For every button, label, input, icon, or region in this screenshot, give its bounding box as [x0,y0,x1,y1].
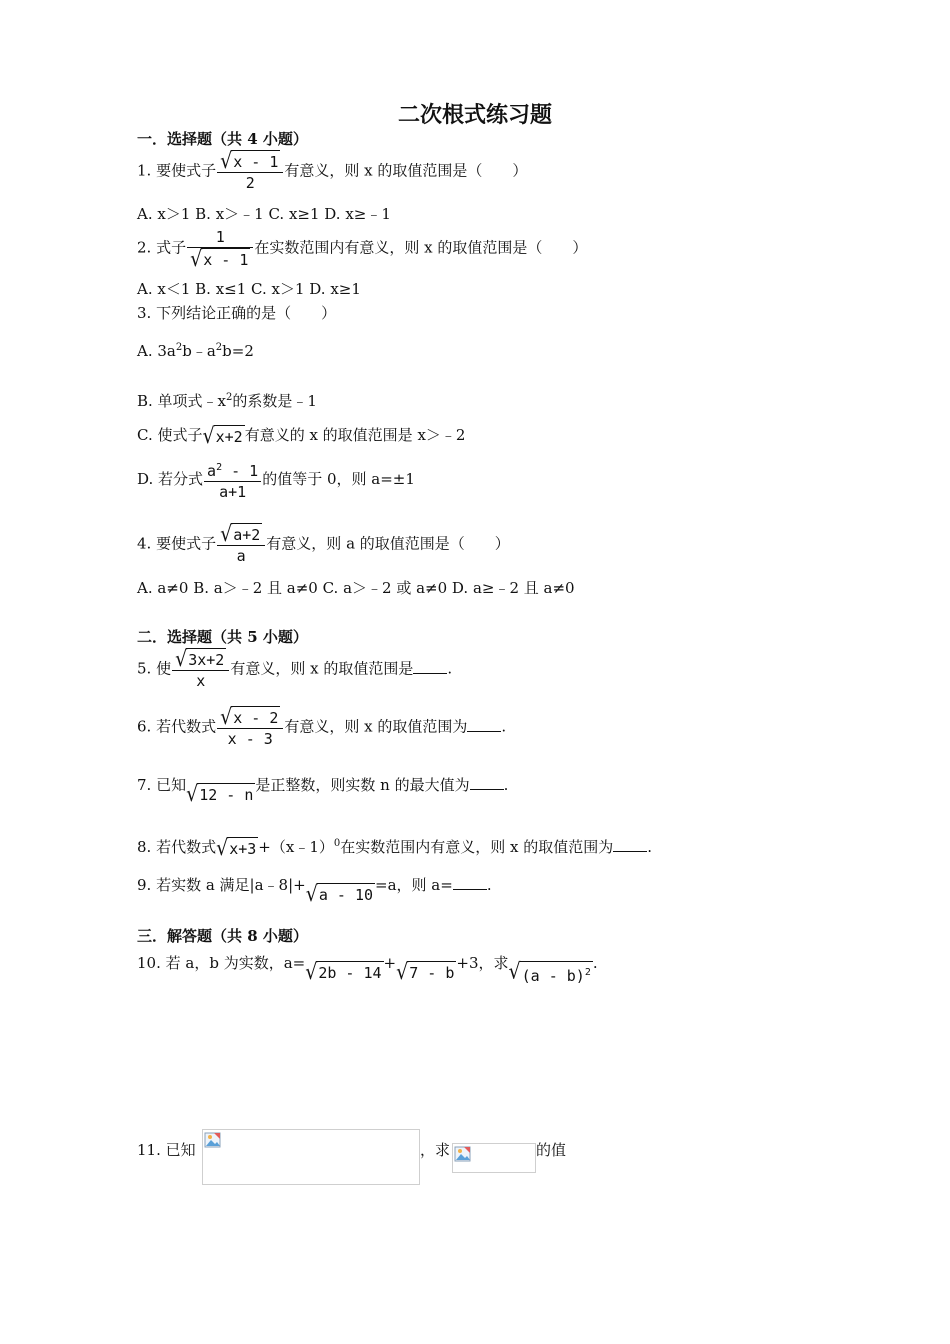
sqrt-icon: √ [190,246,203,272]
question-5: 5. 使 √ 3x+2 x 有意义，则 x 的取值范围是 . [137,646,453,690]
question-11-middle: ，求 [420,1141,451,1159]
question-4: 4. 要使式子 √ a+2 a 有意义，则 a 的取值范围是（ ） [137,521,510,565]
sqrt-icon: √ [396,959,409,985]
answer-blank[interactable] [613,837,647,852]
answer-blank[interactable] [413,659,447,674]
q3-option-a: A. $3a^2b﹣a^2b=2$ [137,342,254,360]
q3-option-d: D. 若分式 $\frac{a^2 - 1}{a+1}$ 的值等于 0，则 a=±1 [137,458,415,502]
section-heading-3: 三．解答题（共 8 小题） [137,927,308,945]
question-6: 6. 若代数式 √ x - 2 x - 3 有意义，则 x 的取值范围为 . [137,704,507,748]
q2-options: A. x＜1 B. x≤1 C. x＞1 D. x≥1 [137,280,361,298]
q3-option-b: B. 单项式$﹣x^2$的系数是﹣1 [137,392,317,410]
sqrt-icon: √ [216,835,229,861]
question-2 [137,227,587,270]
q6-fraction: √ x - 2 x - 3 [217,706,283,749]
question-3: 3. 下列结论正确的是（ ） [137,304,337,322]
q3d-fraction: $\frac{a^2 - 1}{a+1}$ [204,458,261,502]
sqrt-icon: √ [305,959,318,985]
q10-radical-3: √ (a - b)$^2$ [509,961,593,986]
q5-fraction: √ 3x+2 x [172,648,229,691]
missing-formula-image-2 [452,1143,536,1173]
section-heading-1: 一．选择题（共 4 小题） [137,130,308,148]
sqrt-icon: √ [202,423,215,449]
question-9: 9. 若实数 a 满足|a﹣8|+ √ a - 10 =a，则 a= . [137,876,492,907]
q3-option-c: C. 使式子 √ x+2 有意义的 x 的取值范围是 x＞﹣2 [137,423,466,449]
q1-options: A. x＞1 B. x＞﹣1 C. x≥1 D. x≥﹣1 [137,205,391,223]
q1-prefix: 1. 要使式子 [137,161,217,180]
q4-options: A. a≠0 B. a＞﹣2 且 a≠0 C. a＞﹣2 或 a≠0 D. a≥﹣2 且 a≠0 [137,579,575,597]
q7-radical: √ 12 - n [186,781,254,807]
q2-suffix: 在实数范围内有意义，则 x 的取值范围是（ ） [254,238,588,257]
sqrt-icon: √ [220,704,233,730]
missing-formula-image-1 [202,1129,420,1185]
question-1 [137,150,527,193]
q10-radical-2: √ 7 - b [396,959,455,985]
sqrt-icon: √ [220,521,233,547]
question-8: 8. 若代数式 √ x+3 +（x﹣1）$^0$在实数范围内有意义，则 x 的取值范围为 . [137,835,653,861]
q2-radical: √ x - 1 [190,246,249,272]
answer-blank[interactable] [467,717,501,732]
q4-fraction: √ a+2 a [217,523,265,566]
sqrt-icon: √ [220,148,233,174]
question-7: 7. 已知 √ 12 - n 是正整数，则实数 n 的最大值为 . [137,776,509,807]
question-10: 10. 若 a，b 为实数，a= √ 2b - 14 + √ 7 - b +3，求 √ (a - b)$^2$ . [137,952,598,986]
page-title: 二次根式练习题 [397,102,552,128]
broken-image-icon [204,1131,222,1149]
q1-fraction: √ x - 1 2 [217,150,283,193]
q5-radical: √ 3x+2 [175,646,225,672]
answer-blank[interactable] [470,775,504,790]
q1-suffix: 有意义，则 x 的取值范围是（ ） [284,161,528,180]
q2-prefix: 2. 式子 [137,238,187,257]
q1-radical: √ x - 1 [220,148,279,174]
sqrt-icon: √ [508,959,521,985]
q9-radical: √ a - 10 [305,881,374,907]
q10-radical-1: √ 2b - 14 [305,959,382,985]
section-heading-2: 二．选择题（共 5 小题） [137,628,308,646]
q8-radical: √ x+3 [216,835,257,861]
q6-radical: √ x - 2 [220,704,279,730]
question-11-suffix: 的值 [536,1141,567,1159]
q4-radical: √ a+2 [220,521,261,547]
sqrt-icon: √ [186,781,199,807]
question-11-prefix: 11. 已知 [137,1141,196,1159]
sqrt-icon: √ [175,646,188,672]
sqrt-icon: √ [305,881,318,907]
q2-fraction: 1 √ x - 1 [187,227,253,270]
q3c-radical: √ x+2 [202,423,243,449]
answer-blank[interactable] [453,875,487,890]
broken-image-icon [454,1145,472,1163]
